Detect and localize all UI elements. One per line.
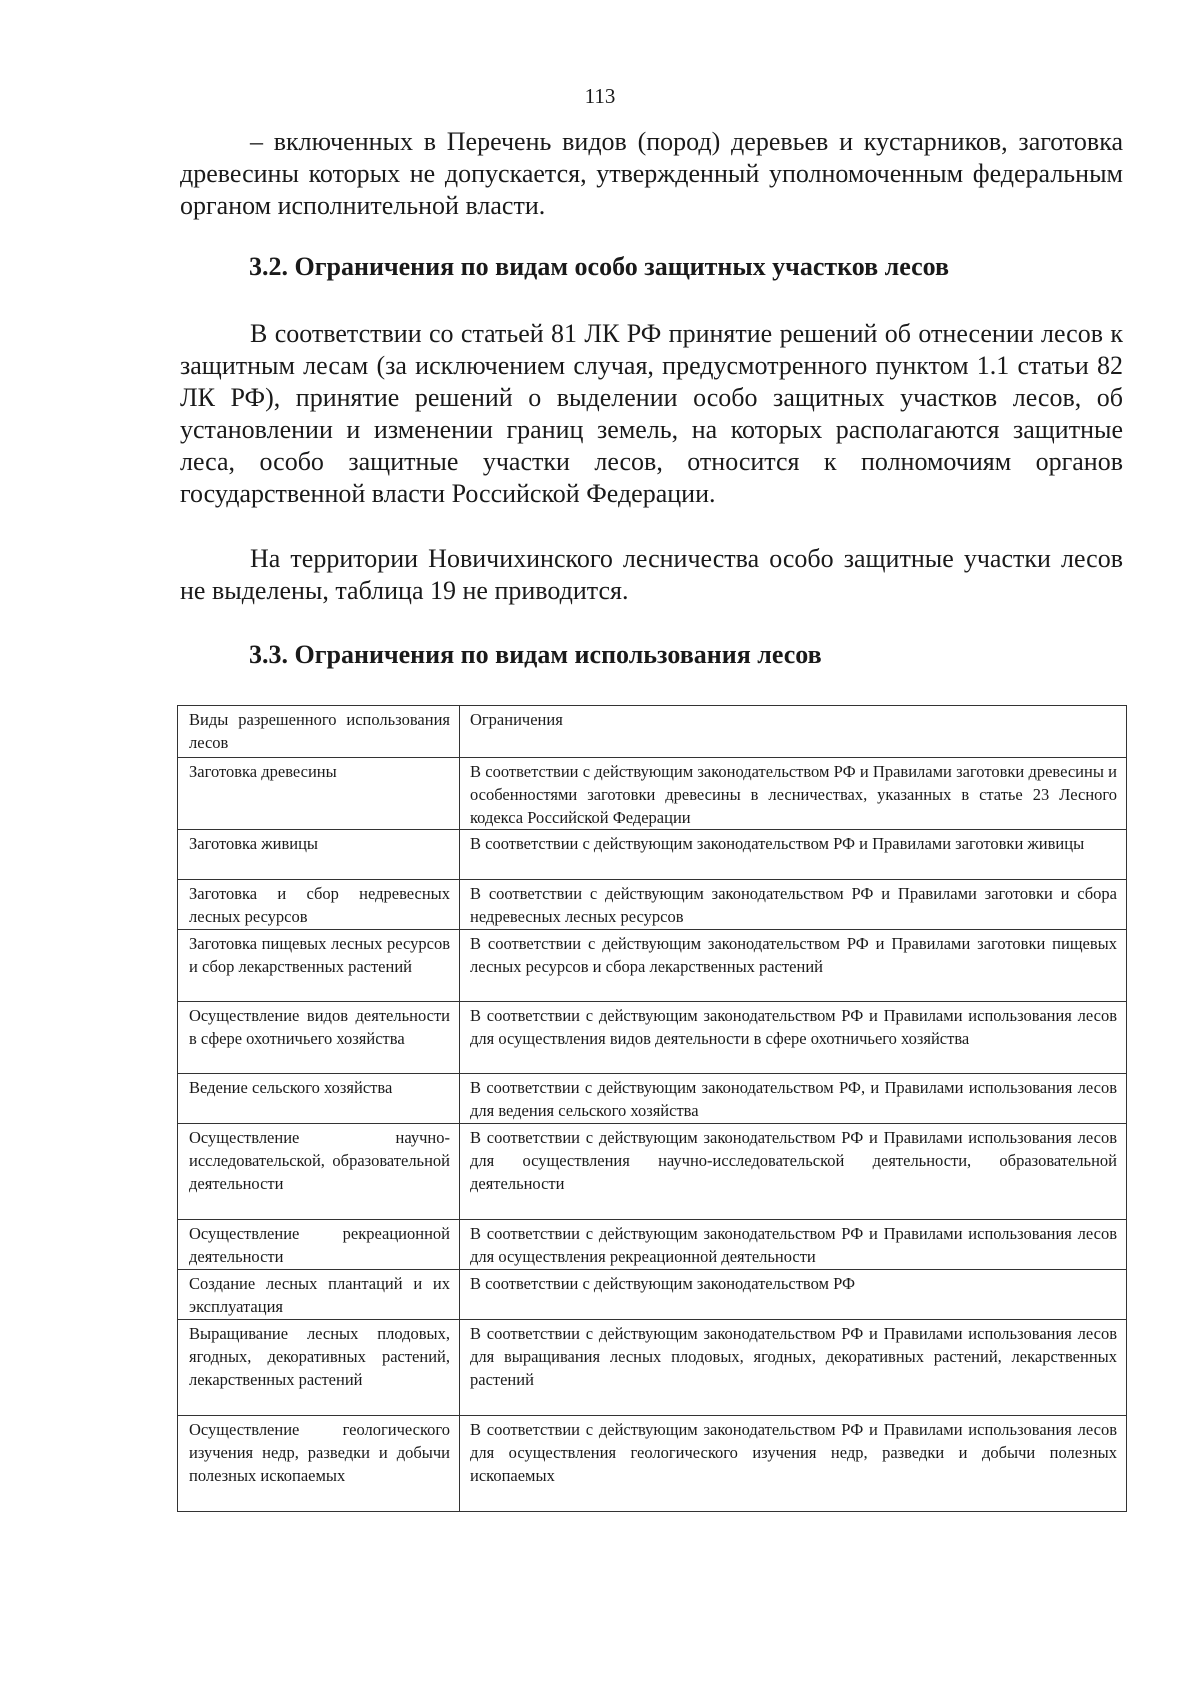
usage-type-cell: Осуществление рекреационной деятельности bbox=[178, 1220, 460, 1270]
section-3-3-title: 3.3. Ограничения по видам использования лесов bbox=[249, 640, 822, 669]
intro-paragraph: – включенных в Перечень видов (пород) деревьев и кустарников, заготовка древесины которых не допускается, утвержденный уполномоченным федеральным органом исполнительной власти. bbox=[180, 127, 1123, 220]
usage-type-cell: Заготовка живицы bbox=[178, 830, 460, 880]
usage-type-cell: Выращивание лесных плодовых, ягодных, декоративных растений, лекарственных растений bbox=[178, 1320, 460, 1416]
section-3-2-paragraph-1: В соответствии со статьей 81 ЛК РФ принятие решений об отнесении лесов к защитным лесам (за исключением случая, предусмотренного пунктом 1.1 статьи 82 ЛК РФ), принятие решений о выделении особо защитных участков лесов, об установлении и изменении границ земель, на которых располагаются защитные леса, особо защитные участки лесов, относится к полномочиям органов государственной власти Российской Федерации. bbox=[180, 319, 1123, 508]
usage-type-cell: Осуществление видов деятельности в сфере охотничьего хозяйства bbox=[178, 1002, 460, 1074]
restriction-cell: В соответствии с действующим законодательством РФ bbox=[460, 1270, 1127, 1320]
table-row bbox=[178, 1124, 1127, 1220]
table-row bbox=[178, 880, 1127, 930]
table-header-row bbox=[178, 706, 1127, 758]
header-cell-restrictions: Ограничения bbox=[460, 706, 1127, 758]
usage-type-cell: Осуществление научно-исследовательской, образовательной деятельности bbox=[178, 1124, 460, 1220]
restriction-cell: В соответствии с действующим законодательством РФ и Правилами использования лесов для выращивания лесных плодовых, ягодных, декоративных растений, лекарственных растений bbox=[460, 1320, 1127, 1416]
table-row bbox=[178, 1416, 1127, 1512]
usage-type-cell: Ведение сельского хозяйства bbox=[178, 1074, 460, 1124]
usage-type-cell: Заготовка пищевых лесных ресурсов и сбор лекарственных растений bbox=[178, 930, 460, 1002]
restrictions-table bbox=[177, 705, 1127, 1512]
restriction-cell: В соответствии с действующим законодательством РФ и Правилами использования лесов для осуществления научно-исследовательской деятельности, образовательной деятельности bbox=[460, 1124, 1127, 1220]
usage-type-cell: Заготовка древесины bbox=[178, 758, 460, 830]
restriction-cell: В соответствии с действующим законодательством РФ и Правилами заготовки пищевых лесных ресурсов и сбора лекарственных растений bbox=[460, 930, 1127, 1002]
page-number: 113 bbox=[584, 84, 616, 108]
restriction-cell: В соответствии с действующим законодательством РФ и Правилами заготовки древесины и особенностями заготовки древесины в лесничествах, указанных в статье 23 Лесного кодекса Российской Федерации bbox=[460, 758, 1127, 830]
usage-type-cell: Заготовка и сбор недревесных лесных ресурсов bbox=[178, 880, 460, 930]
header-cell-usage-type: Виды разрешенного использования лесов bbox=[178, 706, 460, 758]
table-row bbox=[178, 830, 1127, 880]
table-row bbox=[178, 1320, 1127, 1416]
restriction-cell: В соответствии с действующим законодательством РФ и Правилами использования лесов для осуществления видов деятельности в сфере охотничьего хозяйства bbox=[460, 1002, 1127, 1074]
usage-type-cell: Создание лесных плантаций и их эксплуатация bbox=[178, 1270, 460, 1320]
restriction-cell: В соответствии с действующим законодательством РФ, и Правилами использования лесов для ведения сельского хозяйства bbox=[460, 1074, 1127, 1124]
restriction-cell: В соответствии с действующим законодательством РФ и Правилами использования лесов для осуществления рекреационной деятельности bbox=[460, 1220, 1127, 1270]
usage-type-cell: Осуществление геологического изучения недр, разведки и добычи полезных ископаемых bbox=[178, 1416, 460, 1512]
table-row bbox=[178, 1002, 1127, 1074]
table-row bbox=[178, 1270, 1127, 1320]
table-row bbox=[178, 1074, 1127, 1124]
restriction-cell: В соответствии с действующим законодательством РФ и Правилами использования лесов для осуществления геологического изучения недр, разведки и добычи полезных ископаемых bbox=[460, 1416, 1127, 1512]
table-row bbox=[178, 758, 1127, 830]
table-row bbox=[178, 1220, 1127, 1270]
table-row bbox=[178, 930, 1127, 1002]
section-3-2-paragraph-2: На территории Новичихинского лесничества особо защитные участки лесов не выделены, таблица 19 не приводится. bbox=[180, 544, 1123, 605]
restriction-cell: В соответствии с действующим законодательством РФ и Правилами заготовки и сбора недревесных лесных ресурсов bbox=[460, 880, 1127, 930]
section-3-2-title: 3.2. Ограничения по видам особо защитных участков лесов bbox=[249, 252, 950, 281]
restriction-cell: В соответствии с действующим законодательством РФ и Правилами заготовки живицы bbox=[460, 830, 1127, 880]
